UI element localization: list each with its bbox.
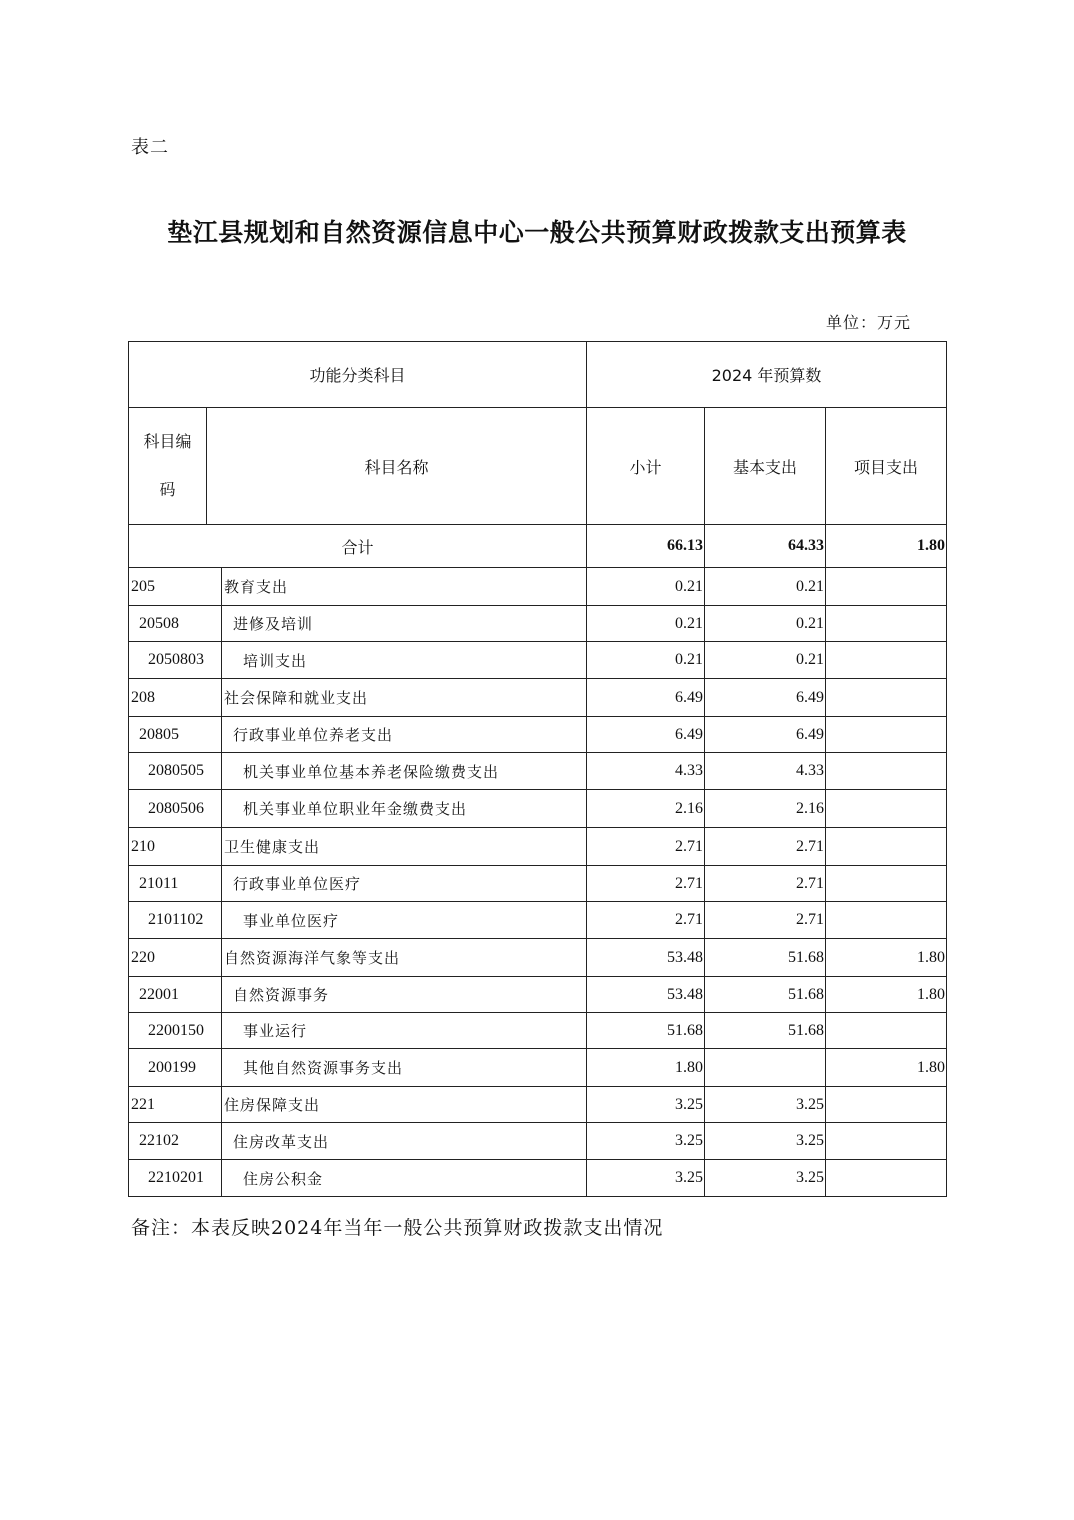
row-code: 21011 — [129, 866, 222, 902]
header-code-line1: 科目编 — [143, 432, 192, 451]
table-row — [129, 753, 947, 790]
row-project: 1.80 — [826, 1049, 947, 1087]
row-basic: 51.68 — [705, 1013, 826, 1049]
table-row — [129, 1087, 947, 1123]
row-name: 住房改革支出 — [222, 1123, 587, 1160]
row-name: 行政事业单位养老支出 — [222, 717, 587, 753]
row-basic: 2.71 — [705, 828, 826, 866]
table-row — [129, 642, 947, 679]
row-subtotal: 1.80 — [587, 1049, 705, 1087]
header-subject-name: 科目名称 — [364, 457, 429, 477]
row-code: 20508 — [129, 606, 222, 642]
row-code: 2080506 — [129, 790, 222, 828]
row-subtotal: 2.71 — [587, 866, 705, 902]
row-subtotal: 6.49 — [587, 679, 705, 717]
total-label: 合计 — [129, 525, 587, 568]
row-subtotal: 51.68 — [587, 1013, 705, 1049]
row-basic — [705, 1049, 826, 1087]
row-subtotal: 53.48 — [587, 977, 705, 1013]
table-row — [129, 828, 947, 866]
row-name: 机关事业单位职业年金缴费支出 — [222, 790, 587, 828]
row-subtotal: 3.25 — [587, 1087, 705, 1123]
row-name: 事业单位医疗 — [222, 902, 587, 939]
row-code: 20805 — [129, 717, 222, 753]
table-label: 表二 — [131, 137, 169, 158]
table-row — [129, 1160, 947, 1197]
row-code: 221 — [129, 1087, 222, 1123]
row-project — [826, 679, 947, 717]
table-row — [129, 717, 947, 753]
header-budget-year: 2024 年预算数 — [587, 342, 947, 408]
row-name: 其他自然资源事务支出 — [222, 1049, 587, 1087]
table-row — [129, 902, 947, 939]
row-code: 22001 — [129, 977, 222, 1013]
row-project — [826, 606, 947, 642]
row-code: 22102 — [129, 1123, 222, 1160]
footnote: 备注：本表反映2024年当年一般公共预算财政拨款支出情况 — [131, 1217, 664, 1239]
table-row — [129, 1013, 947, 1049]
row-name: 住房保障支出 — [222, 1087, 587, 1123]
row-basic: 3.25 — [705, 1123, 826, 1160]
header-project-expense: 项目支出 — [826, 408, 947, 525]
table-row — [129, 977, 947, 1013]
table-row — [129, 939, 947, 977]
row-project — [826, 1160, 947, 1197]
row-basic: 4.33 — [705, 753, 826, 790]
row-basic: 51.68 — [705, 939, 826, 977]
row-code: 2210201 — [129, 1160, 222, 1197]
row-basic: 3.25 — [705, 1087, 826, 1123]
row-code: 2200150 — [129, 1013, 222, 1049]
row-name: 事业运行 — [222, 1013, 587, 1049]
header-code-name-cell — [129, 408, 587, 525]
table-row — [129, 679, 947, 717]
header-subtotal: 小计 — [587, 408, 705, 525]
row-project — [826, 717, 947, 753]
row-name: 住房公积金 — [222, 1160, 587, 1197]
row-project — [826, 753, 947, 790]
row-name: 机关事业单位基本养老保险缴费支出 — [222, 753, 587, 790]
row-subtotal: 2.16 — [587, 790, 705, 828]
row-code: 210 — [129, 828, 222, 866]
total-basic: 64.33 — [705, 525, 826, 568]
row-project — [826, 1087, 947, 1123]
row-project — [826, 790, 947, 828]
table-row — [129, 866, 947, 902]
row-subtotal: 0.21 — [587, 642, 705, 679]
row-subtotal: 4.33 — [587, 753, 705, 790]
header-row-top — [129, 342, 947, 408]
row-subtotal: 53.48 — [587, 939, 705, 977]
table-row — [129, 606, 947, 642]
row-basic: 51.68 — [705, 977, 826, 1013]
row-code: 208 — [129, 679, 222, 717]
row-basic: 2.71 — [705, 902, 826, 939]
header-row-sub — [129, 408, 947, 525]
row-subtotal: 3.25 — [587, 1160, 705, 1197]
row-code: 2080505 — [129, 753, 222, 790]
row-subtotal: 6.49 — [587, 717, 705, 753]
row-subtotal: 3.25 — [587, 1123, 705, 1160]
row-name: 卫生健康支出 — [222, 828, 587, 866]
header-basic-expense: 基本支出 — [705, 408, 826, 525]
row-project — [826, 1013, 947, 1049]
row-name: 教育支出 — [222, 568, 587, 606]
total-subtotal: 66.13 — [587, 525, 705, 568]
row-basic: 6.49 — [705, 717, 826, 753]
row-code: 200199 — [129, 1049, 222, 1087]
table-row — [129, 568, 947, 606]
row-name: 社会保障和就业支出 — [222, 679, 587, 717]
row-basic: 3.25 — [705, 1160, 826, 1197]
row-code: 2050803 — [129, 642, 222, 679]
row-subtotal: 0.21 — [587, 606, 705, 642]
row-basic: 6.49 — [705, 679, 826, 717]
row-name: 行政事业单位医疗 — [222, 866, 587, 902]
total-row — [129, 525, 947, 568]
document-title: 垫江县规划和自然资源信息中心一般公共预算财政拨款支出预算表 — [167, 218, 907, 247]
header-code-line2: 码 — [159, 480, 176, 499]
row-name: 培训支出 — [222, 642, 587, 679]
row-project — [826, 568, 947, 606]
row-code: 220 — [129, 939, 222, 977]
row-subtotal: 2.71 — [587, 828, 705, 866]
row-name: 自然资源事务 — [222, 977, 587, 1013]
row-code: 2101102 — [129, 902, 222, 939]
row-code: 205 — [129, 568, 222, 606]
table-row — [129, 790, 947, 828]
unit-label: 单位：万元 — [826, 313, 912, 332]
row-basic: 0.21 — [705, 642, 826, 679]
row-name: 进修及培训 — [222, 606, 587, 642]
header-function-category: 功能分类科目 — [129, 342, 587, 408]
row-project: 1.80 — [826, 977, 947, 1013]
total-project: 1.80 — [826, 525, 947, 568]
row-name: 自然资源海洋气象等支出 — [222, 939, 587, 977]
row-project: 1.80 — [826, 939, 947, 977]
row-basic: 2.16 — [705, 790, 826, 828]
row-project — [826, 1123, 947, 1160]
row-subtotal: 0.21 — [587, 568, 705, 606]
table-row — [129, 1049, 947, 1087]
row-basic: 0.21 — [705, 568, 826, 606]
row-basic: 2.71 — [705, 866, 826, 902]
row-project — [826, 828, 947, 866]
row-project — [826, 866, 947, 902]
row-subtotal: 2.71 — [587, 902, 705, 939]
budget-table — [128, 341, 947, 1197]
row-project — [826, 902, 947, 939]
row-project — [826, 642, 947, 679]
table-row — [129, 1123, 947, 1160]
row-basic: 0.21 — [705, 606, 826, 642]
header-subject-code — [129, 408, 207, 524]
